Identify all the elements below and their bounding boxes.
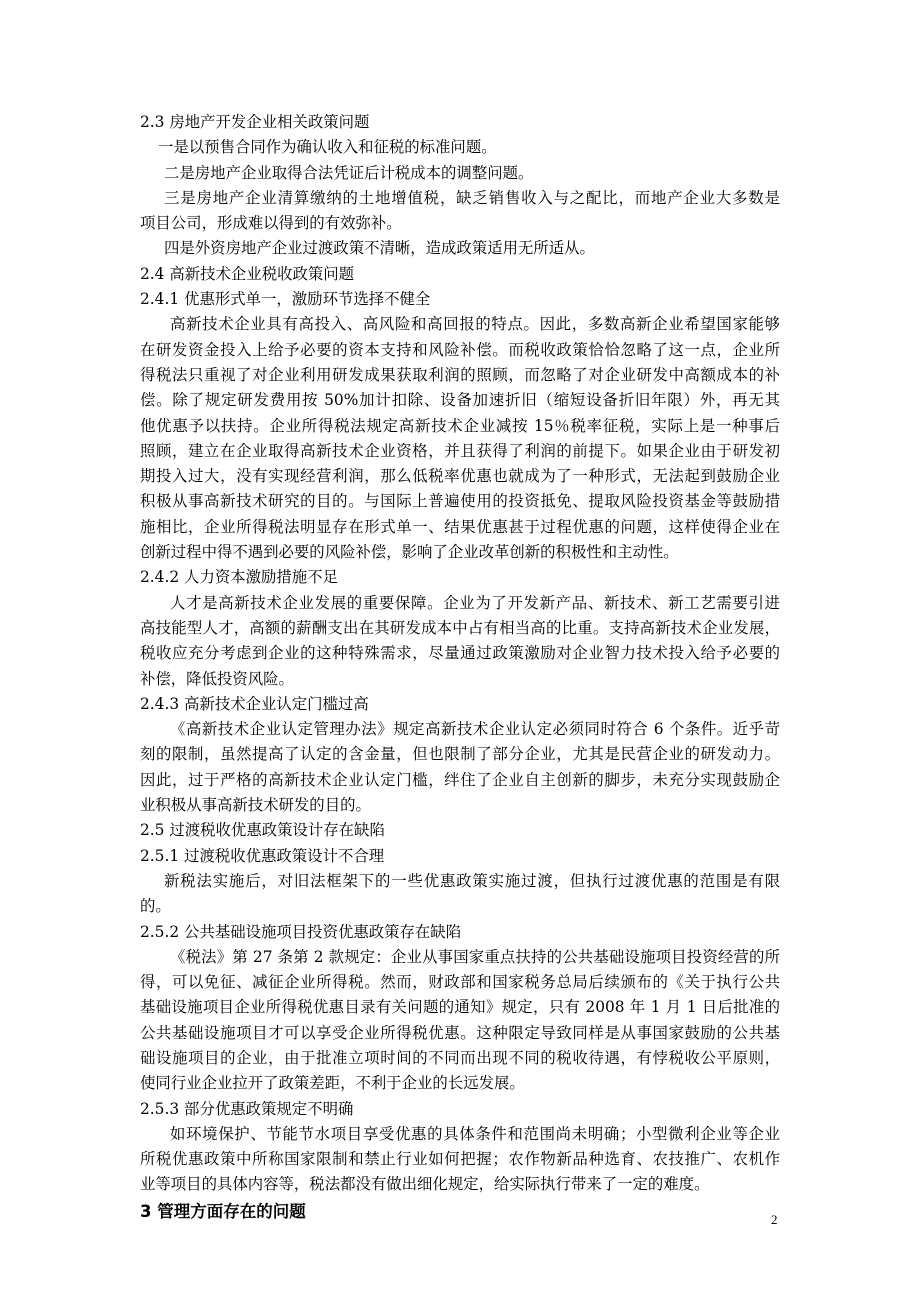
text-line: 《高新技术企业认定管理办法》规定高新技术企业认定必须同时符合 6 个条件。近乎苛 — [170, 720, 780, 739]
text-line: 2.5.1 过渡税收优惠政策设计不合理 — [140, 846, 385, 865]
text-line: 施相比，企业所得税法明显存在形式单一、结果优惠甚于过程优惠的问题，这样使得企业在 — [140, 517, 780, 536]
text-line: 2.5.3 部分优惠政策规定不明确 — [140, 1099, 354, 1118]
text-line: 2.4 高新技术企业税收政策问题 — [140, 264, 355, 283]
text-line: 2.4.3 高新技术企业认定门槛过高 — [140, 694, 369, 713]
text-line: 新税法实施后，对旧法框架下的一些优惠政策实施过渡，但执行过渡优惠的范围是有限 — [164, 871, 780, 890]
text-line: 得税法只重视了对企业利用研发成果获取利润的照顾，而忽略了对企业研发中高额成本的补 — [140, 365, 780, 384]
text-line: 的。 — [140, 897, 171, 916]
text-line: 所税优惠政策中所称国家限制和禁止行业如何把握；农作物新品种选育、农技推广、农机作 — [140, 1150, 780, 1169]
text-line: 一是以预售合同作为确认收入和征税的标准问题。 — [158, 138, 497, 157]
text-line: 税收应充分考虑到企业的这种特殊需求，尽量通过政策激励对企业智力技术投入给予必要的 — [140, 644, 780, 663]
text-line: 础设施项目的企业，由于批准立项时间的不同而出现不同的税收待遇，有悖税收公平原则， — [140, 1048, 780, 1067]
text-line: 刻的限制，虽然提高了认定的含金量，但也限制了部分企业，尤其是民营企业的研发动力。 — [140, 745, 780, 764]
text-line: 照顾，建立在企业取得高新技术企业资格，并且获得了利润的前提下。如果企业由于研发初 — [140, 441, 780, 460]
text-line: 项目公司，形成难以得到的有效弥补。 — [140, 214, 402, 233]
text-line: 基础设施项目企业所得税优惠目录有关问题的通知》规定，只有 2008 年 1 月 1 日后批准的 — [140, 998, 780, 1017]
section-heading: 3 管理方面存在的问题 — [140, 1201, 306, 1221]
text-line: 因此，过于严格的高新技术企业认定门槛，绊住了企业自主创新的脚步，未充分实现鼓励企 — [140, 770, 780, 789]
text-line: 2.4.1 优惠形式单一，激励环节选择不健全 — [140, 290, 431, 309]
text-line: 高技能型人才，高额的薪酬支出在其研发成本中占有相当高的比重。支持高新技术企业发展， — [140, 618, 780, 637]
text-line: 他优惠予以扶持。企业所得税法规定高新技术企业减按 15％税率征税，实际上是一种事后 — [140, 416, 780, 435]
text-line: 人才是高新技术企业发展的重要保障。企业为了开发新产品、新技术、新工艺需要引进 — [170, 593, 780, 612]
text-line: 四是外资房地产企业过渡政策不清晰，造成政策适用无所适从。 — [164, 239, 595, 258]
text-line: 得，可以免征、减征企业所得税。然而，财政部和国家税务总局后续颁布的《关于执行公共 — [140, 973, 780, 992]
text-line: 积极从事高新技术研究的目的。与国际上普遍使用的投资抵免、提取风险投资基金等鼓励措 — [140, 492, 780, 511]
document-body — [140, 110, 780, 1225]
text-line: 《税法》第 27 条第 2 款规定：企业从事国家重点扶持的公共基础设施项目投资经营的所 — [170, 947, 780, 966]
text-line: 业积极从事高新技术研发的目的。 — [140, 796, 371, 815]
text-line: 2.4.2 人力资本激励措施不足 — [140, 568, 338, 587]
text-line: 三是房地产企业清算缴纳的土地增值税，缺乏销售收入与之配比，而地产企业大多数是 — [164, 188, 780, 207]
text-line: 2.5.2 公共基础设施项目投资优惠政策存在缺陷 — [140, 922, 462, 941]
text-line: 期投入过大，没有实现经营利润，那么低税率优惠也就成为了一种形式，无法起到鼓励企业 — [140, 467, 780, 486]
text-line: 公共基础设施项目才可以享受企业所得税优惠。这种限定导致同样是从事国家鼓励的公共基 — [140, 1023, 780, 1042]
text-line: 如环境保护、节能节水项目享受优惠的具体条件和范围尚未明确；小型微利企业等企业 — [170, 1124, 780, 1143]
text-line: 使同行业企业拉开了政策差距，不利于企业的长远发展。 — [140, 1074, 525, 1093]
text-line: 补偿，降低投资风险。 — [140, 669, 294, 688]
text-line: 创新过程中得不遇到必要的风险补偿，影响了企业改革创新的积极性和主动性。 — [140, 543, 679, 562]
text-line: 2.5 过渡税收优惠政策设计存在缺陷 — [140, 821, 385, 840]
text-line: 业等项目的具体内容等，税法都没有做出细化规定，给实际执行带来了一定的难度。 — [140, 1175, 710, 1194]
text-line: 偿。除了规定研发费用按 50%加计扣除、设备加速折旧（缩短设备折旧年限）外，再无其 — [140, 391, 780, 410]
text-line: 高新技术企业具有高投入、高风险和高回报的特点。因此，多数高新企业希望国家能够 — [170, 315, 780, 334]
text-line: 2.3 房地产开发企业相关政策问题 — [140, 113, 370, 131]
page-number: 2 — [771, 1212, 778, 1227]
text-line: 在研发资金投入上给予必要的资本支持和风险补偿。而税收政策恰恰忽略了这一点，企业所 — [140, 340, 780, 359]
text-line: 二是房地产企业取得合法凭证后计税成本的调整问题。 — [164, 163, 534, 182]
